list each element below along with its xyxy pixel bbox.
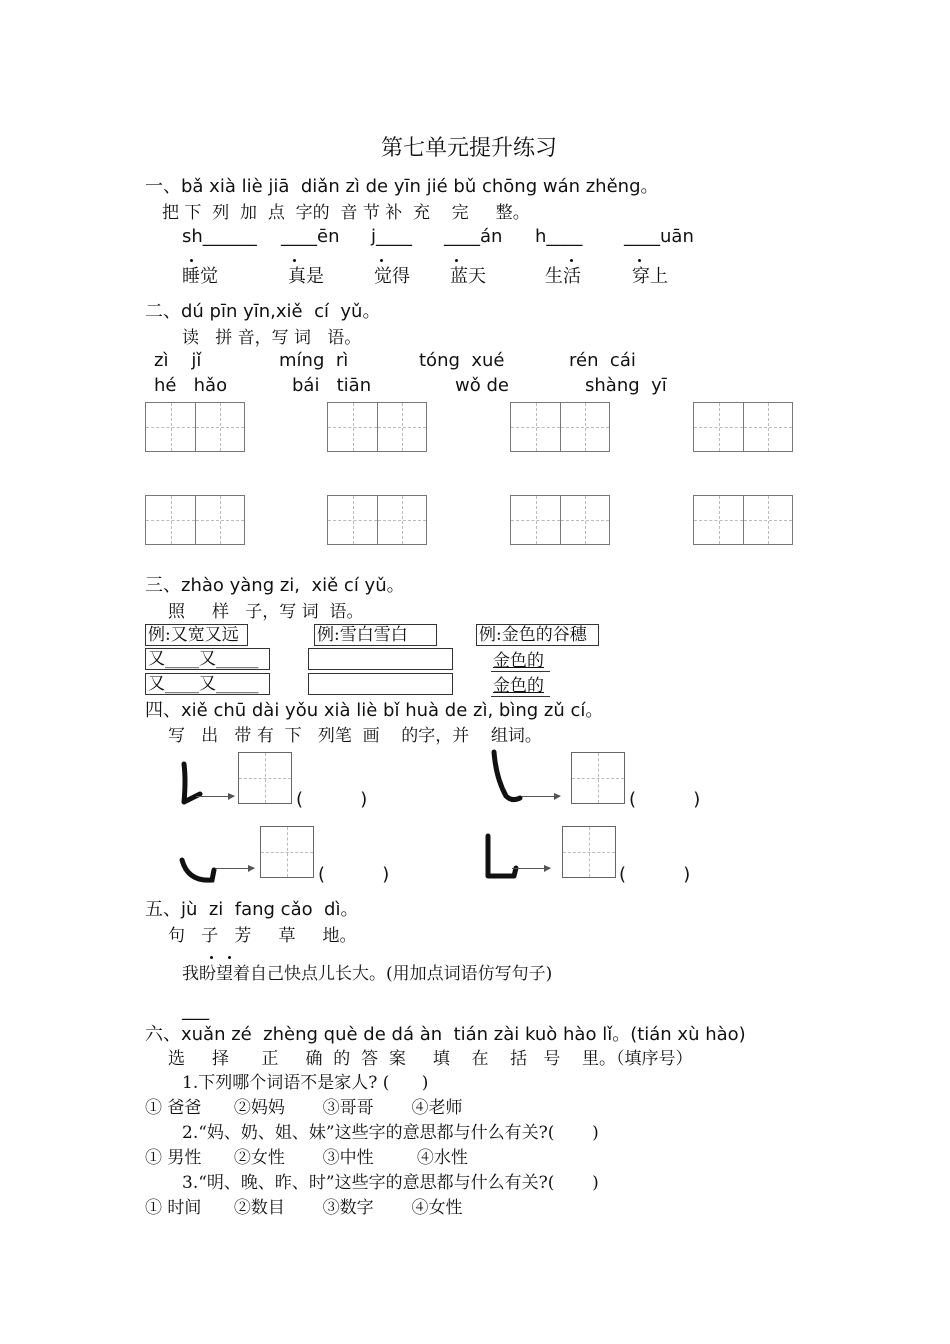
writing-grid[interactable]	[145, 402, 245, 452]
emphasis-dot	[380, 259, 383, 262]
options: ① 爸爸 ②妈妈 ③哥哥 ④老师	[145, 1098, 463, 1118]
blank-pinyin[interactable]: ____án	[444, 226, 503, 247]
section1-pinyin-heading: 一、bǎ xià liè jiā diǎn zì de yīn jié bǔ chōng wán zhěng。	[145, 176, 659, 197]
emphasis-dot	[228, 956, 231, 959]
arrow-icon	[216, 868, 254, 869]
answer-line[interactable]: ___	[182, 1000, 209, 1021]
answer-box[interactable]	[308, 673, 453, 695]
example-box: 例:雪白雪白	[314, 624, 437, 646]
blank-pinyin[interactable]: sh______	[182, 226, 257, 247]
arrow-icon	[512, 868, 550, 869]
pinyin-word: bái tiān	[292, 375, 372, 396]
options: ① 男性 ②女性 ③中性 ④水性	[145, 1148, 468, 1168]
writing-grid[interactable]	[327, 402, 427, 452]
emphasis-dot	[190, 259, 193, 262]
section4-pinyin-heading: 四、xiě chū dài yǒu xià liè bǐ huà de zì, bìng zǔ cí。	[145, 700, 604, 721]
pinyin-word: rén cái	[569, 350, 636, 371]
emphasis-dot	[210, 956, 213, 959]
section2-hanzi-heading: 读 拼 音，写 词 语。	[182, 328, 362, 348]
answer-prefix: 金色的	[493, 651, 544, 671]
blank-pinyin[interactable]: ____uān	[624, 226, 694, 247]
writing-grid[interactable]	[571, 752, 625, 804]
dotted-word: 生活	[545, 266, 581, 287]
pinyin-word: zì jǐ	[154, 350, 202, 371]
answer-parentheses[interactable]: ( )	[318, 864, 390, 885]
stroke-shu-wan-gou-icon	[488, 748, 524, 808]
writing-grid[interactable]	[145, 495, 245, 545]
page-title: 第七单元提升练习	[381, 136, 558, 161]
section5-hanzi-heading: 句 子 芳 草 地。	[168, 926, 357, 946]
emphasis-dot	[455, 259, 458, 262]
example-box: 例:又宽又远	[145, 624, 248, 646]
answer-prefix: 金色的	[493, 676, 544, 696]
answer-parentheses[interactable]: ( )	[296, 789, 368, 810]
pinyin-word: míng rì	[279, 350, 349, 371]
model-sentence: 我盼望着自己快点儿长大。(用加点词语仿写句子)	[182, 964, 553, 984]
section1-hanzi-heading: 把 下 列 加 点 字的 音 节 补 充 完 整。	[162, 203, 530, 223]
section6-hanzi-heading: 选 择 正 确 的 答 案 填 在 括 号 里。（填序号）	[168, 1049, 693, 1069]
answer-line	[491, 670, 550, 672]
question: 2.“妈、奶、姐、妹”这些字的意思都与什么有关?( )	[182, 1123, 599, 1143]
writing-grid[interactable]	[510, 402, 610, 452]
arrow-icon	[522, 796, 560, 797]
section5-pinyin-heading: 五、jù zi fang cǎo dì。	[145, 899, 359, 920]
answer-box[interactable]: 又____又_____	[145, 648, 270, 670]
question: 3.“明、晚、昨、时”这些字的意思都与什么有关?( )	[182, 1173, 599, 1193]
writing-grid[interactable]	[693, 495, 793, 545]
arrow-icon	[196, 796, 234, 797]
answer-parentheses[interactable]: ( )	[619, 864, 691, 885]
writing-grid[interactable]	[327, 495, 427, 545]
dotted-word: 穿上	[632, 266, 668, 287]
dotted-word: 真是	[288, 266, 324, 287]
writing-grid[interactable]	[693, 402, 793, 452]
answer-line	[491, 695, 550, 697]
section3-hanzi-heading: 照 样 子，写 词 语。	[168, 602, 364, 622]
writing-grid[interactable]	[510, 495, 610, 545]
stroke-shu-ti-icon	[174, 760, 204, 810]
blank-pinyin[interactable]: h____	[535, 226, 583, 247]
section6-pinyin-heading: 六、xuǎn zé zhèng què de dá àn tián zài kuò hào lǐ。(tián xù hào)	[145, 1024, 746, 1045]
pinyin-word: tóng xué	[419, 350, 505, 371]
dotted-word: 蓝天	[450, 266, 486, 287]
section3-pinyin-heading: 三、zhào yàng zi, xiě cí yǔ。	[145, 575, 405, 596]
emphasis-dot	[638, 259, 641, 262]
dotted-word: 觉得	[374, 266, 410, 287]
section2-pinyin-heading: 二、dú pīn yīn,xiě cí yǔ。	[145, 301, 381, 322]
question: 1.下列哪个词语不是家人? ( )	[182, 1073, 429, 1093]
stroke-wo-gou-icon	[178, 852, 218, 888]
pinyin-word: wǒ de	[455, 375, 509, 396]
options: ① 时间 ②数目 ③数字 ④女性	[145, 1198, 463, 1218]
writing-grid[interactable]	[562, 826, 616, 878]
stroke-shu-zhe-gou-icon	[480, 832, 520, 888]
answer-box[interactable]: 又____又_____	[145, 673, 270, 695]
emphasis-dot	[570, 259, 573, 262]
answer-parentheses[interactable]: ( )	[629, 789, 701, 810]
pinyin-word: shàng yī	[585, 375, 667, 396]
blank-pinyin[interactable]: j____	[371, 226, 413, 247]
pinyin-word: hé hǎo	[154, 375, 228, 396]
writing-grid[interactable]	[260, 826, 314, 878]
blank-pinyin[interactable]: ____ēn	[281, 226, 340, 247]
example-box: 例:金色的谷穗	[476, 624, 599, 646]
answer-box[interactable]	[308, 648, 453, 670]
dotted-word: 睡觉	[182, 266, 218, 287]
section4-hanzi-heading: 写 出 带 有 下 列笔 画 的字，并 组词。	[168, 726, 542, 746]
emphasis-dot	[293, 259, 296, 262]
writing-grid[interactable]	[238, 752, 292, 804]
